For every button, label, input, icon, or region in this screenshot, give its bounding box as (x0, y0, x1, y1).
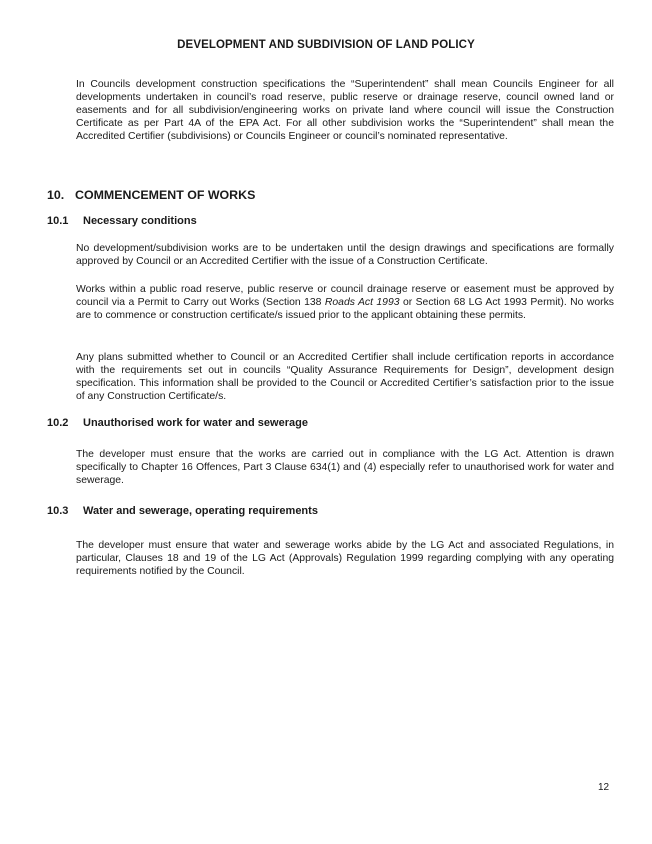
section-10-1-p2-act-name: Roads Act 1993 (324, 297, 400, 308)
page-title: DEVELOPMENT AND SUBDIVISION OF LAND POLICY (177, 39, 475, 51)
section-10-1-number: 10.1 (47, 215, 69, 227)
section-10-1-p3-block (76, 351, 614, 403)
section-10-2-number: 10.2 (47, 417, 69, 429)
section-10-3-title: Water and sewerage, operating requirements (83, 505, 318, 517)
section-10-2-heading (47, 417, 308, 429)
section-10-3-number: 10.3 (47, 505, 69, 517)
section-10-2-paragraph-1: The developer must ensure that the works are carried out in compliance with the LG Act. Attention is drawn specifically to Chapter 16 Offences, Part 3 Clause 634(1) and (4) especially refer to unauthorised work for water and sewerage. (76, 449, 614, 486)
intro-paragraph: In Councils development construction specifications the “Superintendent” shall mean Councils Engineer for all developments undertaken in council’s road reserve, public reserve or drainage reserve, council owned land or easements and for all subdivision/engineering works on private land where council will issue the Construction Certificate as per Part 4A of the EPA Act. For all other subdivision works the “Superintendent” shall mean the Accredited Certifier (subdivisions) or Councils Engineer or council’s nominated representative. (76, 79, 614, 142)
section-10-1-p2-block (76, 283, 614, 322)
section-10-1-p2-text-b: or Section 68 LG Act 1993 Permit). No works are to commence or construction certificate/s issued prior to the applicant obtaining these permits. (76, 297, 614, 321)
section-10-1-paragraph-1: No development/subdivision works are to be undertaken until the design drawings and specifications are formally approved by Council or an Accredited Certifier with the issue of a Construction Certificate. (76, 243, 614, 267)
section-10-1-heading (47, 215, 197, 227)
page-number: 12 (598, 782, 610, 793)
section-10-1-p2-text-a: Works within a public road reserve, public reserve or council drainage reserve or easement must be approved by council via a Permit to Carry out Works (Section 138 (76, 284, 614, 308)
section-10-3-paragraph-1: The developer must ensure that water and sewerage works abide by the LG Act and associated Regulations, in particular, Clauses 18 and 19 of the LG Act (Approvals) Regulation 1999 regarding complying with any operating requirements notified by the Council. (76, 540, 614, 577)
section-10-1-paragraph-2 (76, 283, 614, 322)
section-10-3-p1-block (76, 539, 614, 578)
intro-block (76, 78, 614, 143)
section-10-1-p1-block (76, 242, 614, 268)
section-10-1-title: Necessary conditions (83, 215, 197, 227)
section-10-heading (47, 188, 255, 202)
section-10-2-p1-block (76, 448, 614, 487)
section-10-title: COMMENCEMENT OF WORKS (75, 188, 256, 202)
section-10-2-title: Unauthorised work for water and sewerage (83, 417, 308, 429)
section-10-3-heading (47, 505, 318, 517)
section-10-1-paragraph-3: Any plans submitted whether to Council or an Accredited Certifier shall include certification reports in accordance with the requirements set out in councils “Quality Assurance Requirements for Design”, development design specification. This information shall be provided to the Council or Accredited Certifier’s satisfaction prior to the issue of any Construction Certificate/s. (76, 352, 614, 402)
section-10-number: 10. (47, 188, 65, 202)
